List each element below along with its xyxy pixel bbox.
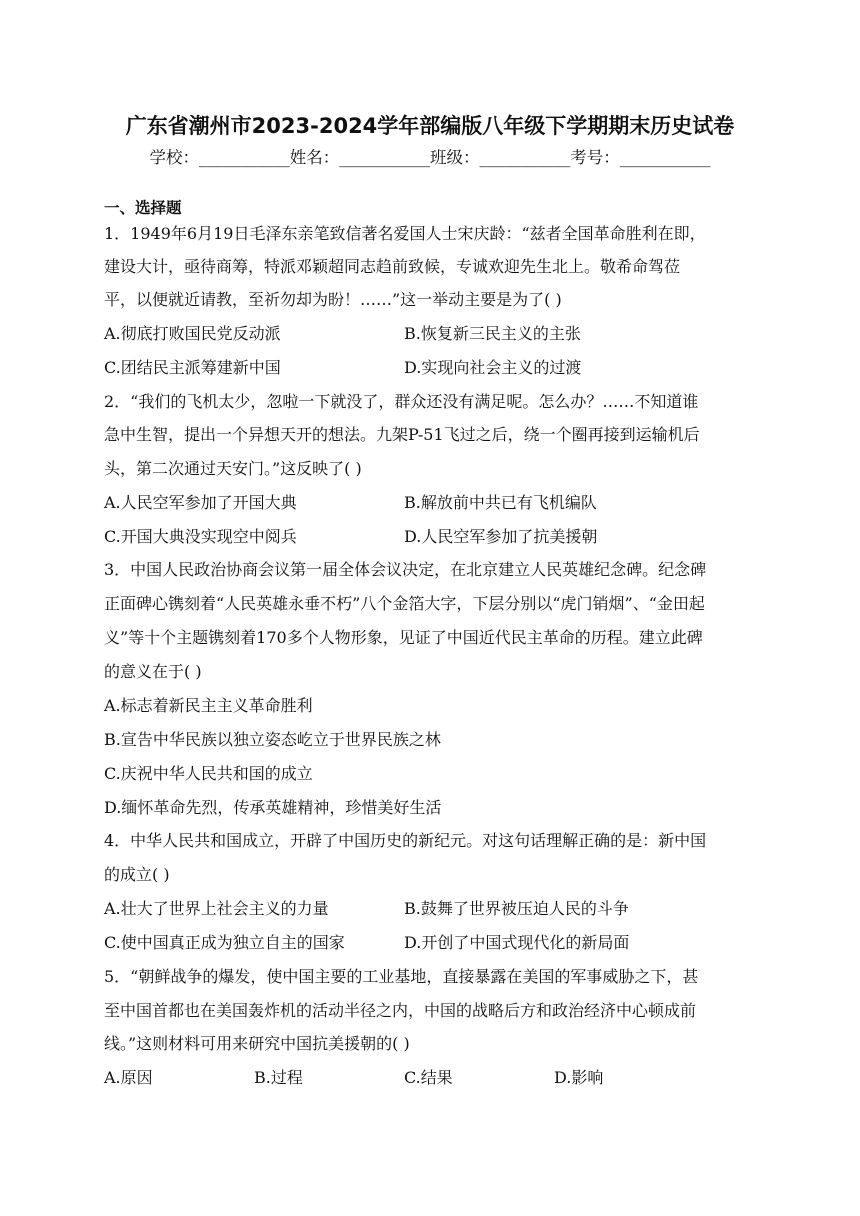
section-heading: 一、选择题 xyxy=(104,199,182,217)
question-1-option-c: C.团结民主派筹建新中国 xyxy=(104,358,281,377)
question-4-option-a: A.壮大了世界上社会主义的力量 xyxy=(104,899,329,918)
exam-title: 广东省潮州市2023-2024学年部编版八年级下学期期末历史试卷 xyxy=(125,114,735,138)
question-1-line-1: 1．1949年6月19日毛泽东亲笔致信著名爱国人士宋庆龄：“兹者全国革命胜利在即， xyxy=(104,224,706,243)
question-3-option-c: C.庆祝中华人民共和国的成立 xyxy=(104,764,313,783)
question-2-option-c: C.开国大典没实现空中阅兵 xyxy=(104,527,297,546)
question-5-line-3: 线。”这则材料可用来研究中国抗美援朝的( ) xyxy=(104,1034,410,1053)
question-3-line-2: 正面碑心镌刻着“人民英雄永垂不朽”八个金箔大字，下层分别以“虎门销烟”、“金田起 xyxy=(104,594,705,613)
question-1-option-d: D.实现向社会主义的过渡 xyxy=(404,358,582,377)
question-5-option-a: A.原因 xyxy=(104,1068,153,1087)
question-3-line-4: 的意义在于( ) xyxy=(104,662,202,681)
question-3-line-3: 义”等十个主题镌刻着170多个人物形象，见证了中国近代民主革命的历程。建立此碑 xyxy=(104,628,703,647)
question-4-line-2: 的成立( ) xyxy=(104,865,170,884)
question-5-option-b: B.过程 xyxy=(254,1068,303,1087)
question-4-option-c: C.使中国真正成为独立自主的国家 xyxy=(104,933,345,952)
question-2-line-3: 头，第二次通过天安门。”这反映了( ) xyxy=(104,459,362,478)
question-1-line-3: 平，以便就近请教，至祈勿却为盼！……”这一举动主要是为了( ) xyxy=(104,290,562,309)
question-2-option-a: A.人民空军参加了开国大典 xyxy=(104,493,297,512)
student-info-line: 学校：___________姓名：___________班级：___________考号：___________ xyxy=(149,148,711,167)
question-2-option-b: B.解放前中共已有飞机编队 xyxy=(404,493,597,512)
question-1-option-b: B.恢复新三民主义的主张 xyxy=(404,324,581,343)
question-1-option-a: A.彻底打败国民党反动派 xyxy=(104,324,281,343)
question-5-option-d: D.影响 xyxy=(554,1068,604,1087)
question-2-line-1: 2．“我们的飞机太少，忽啦一下就没了，群众还没有满足呢。怎么办？……不知道谁 xyxy=(104,392,699,411)
question-3-line-1: 3．中国人民政治协商会议第一届全体会议决定，在北京建立人民英雄纪念碑。纪念碑 xyxy=(104,560,707,579)
question-3-option-b: B.宣告中华民族以独立姿态屹立于世界民族之林 xyxy=(104,730,441,749)
question-4-option-b: B.鼓舞了世界被压迫人民的斗争 xyxy=(404,899,629,918)
question-5-line-2: 至中国首都也在美国轰炸机的活动半径之内，中国的战略后方和政治经济中心顿成前 xyxy=(104,1001,697,1020)
question-4-line-1: 4．中华人民共和国成立，开辟了中国历史的新纪元。对这句话理解正确的是：新中国 xyxy=(104,831,707,850)
question-1-line-2: 建设大计，亟待商筹，特派邓颖超同志趋前致候，专诚欢迎先生北上。敬希命驾莅 xyxy=(104,257,681,276)
question-4-option-d: D.开创了中国式现代化的新局面 xyxy=(404,933,630,952)
question-3-option-d: D.缅怀革命先烈，传承英雄精神，珍惜美好生活 xyxy=(104,798,442,817)
question-2-option-d: D.人民空军参加了抗美援朝 xyxy=(404,527,598,546)
question-5-line-1: 5．“朝鲜战争的爆发，使中国主要的工业基地，直接暴露在美国的军事威胁之下，甚 xyxy=(104,967,699,986)
question-2-line-2: 急中生智，提出一个异想天开的想法。九架P-51飞过之后，绕一个圈再接到运输机后 xyxy=(104,425,700,444)
question-5-option-c: C.结果 xyxy=(404,1068,453,1087)
question-3-option-a: A.标志着新民主主义革命胜利 xyxy=(104,696,313,715)
